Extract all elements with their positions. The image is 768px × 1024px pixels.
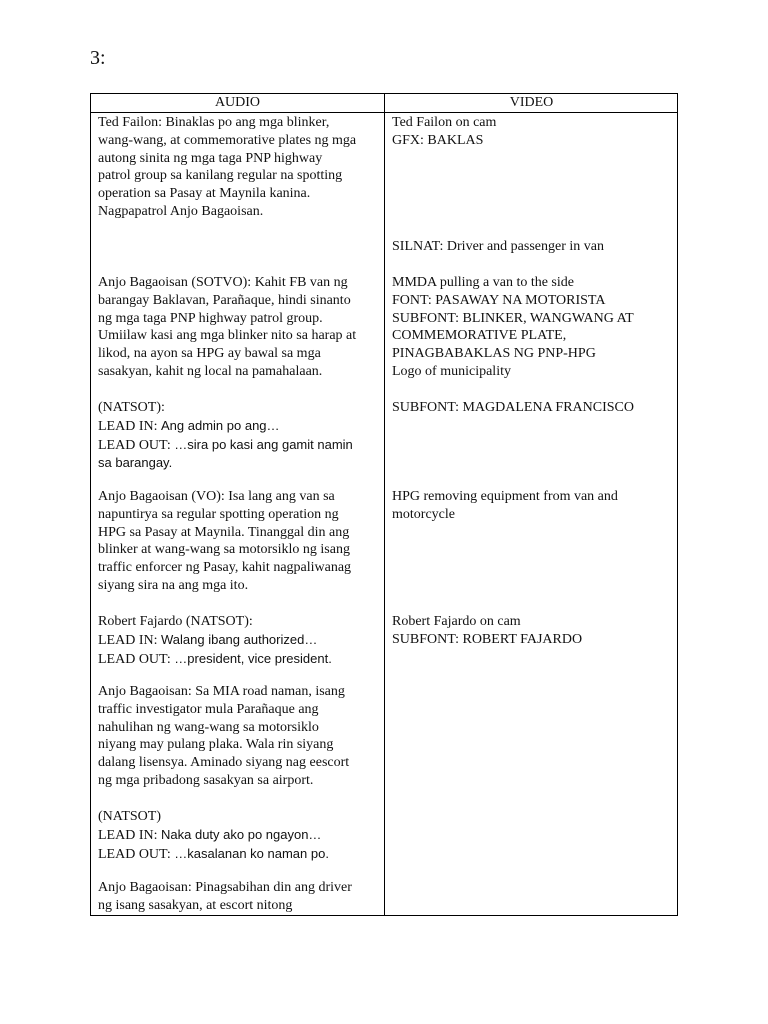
lead-in-line [98, 826, 329, 845]
audio-line: Ted Failon: Binaklas po ang mga blinker, [98, 115, 330, 130]
audio-line: siyang sira na ang mga ito. [98, 577, 249, 593]
audio-block-ted-failon-intro [98, 114, 356, 221]
video-line: GFX: BAKLAS [392, 132, 484, 148]
audio-line: ng isang sasakyan, at escort nitong [98, 897, 293, 913]
audio-line: likod, na ayon sa HPG ay bawal sa mga [98, 346, 321, 362]
lead-out-line [98, 650, 332, 669]
audio-line: napuntirya sa regular spotting operation ng [98, 506, 339, 522]
header-divider [91, 112, 677, 113]
video-block-subfont-magdalena [392, 399, 634, 417]
audio-line: patrol group sa kanilang regular na spotting [98, 168, 343, 184]
audio-block-anjo-vo [98, 488, 351, 595]
lead-in-text: Naka duty ako po ngayon… [161, 826, 322, 842]
audio-line: Anjo Bagaoisan: Sa MIA road naman, isang [98, 684, 345, 699]
lead-in-text: Ang admin po ang… [161, 417, 280, 433]
lead-in-label: LEAD IN: [98, 827, 158, 843]
audio-line: Umiilaw kasi ang mga blinker nito sa harap at [98, 328, 357, 344]
lead-out-label: LEAD OUT: [98, 651, 171, 667]
video-column-header: VIDEO [509, 95, 554, 110]
audio-line: ng mga taga PNP highway patrol group. [98, 310, 323, 326]
audio-block-natsot-2 [98, 808, 329, 863]
video-block-ted-failon [392, 114, 496, 150]
audio-line: niyang may pulang plaka. Wala rin siyang [98, 737, 334, 753]
video-line: SUBFONT: ROBERT FAJARDO [392, 631, 583, 647]
script-table [90, 93, 678, 916]
lead-in-line [98, 631, 332, 650]
video-line: MMDA pulling a van to the side [392, 275, 574, 290]
lead-out-line [98, 845, 329, 864]
audio-line: Anjo Bagaoisan (SOTVO): Kahit FB van ng [98, 275, 348, 290]
video-line: SILNAT: Driver and passenger in van [392, 239, 604, 254]
audio-line: traffic investigator mula Parañaque ang [98, 701, 319, 717]
lead-out-label: LEAD OUT: [98, 846, 171, 862]
video-block-hpg-removing [392, 488, 618, 524]
audio-block-robert-fajardo-natsot [98, 613, 332, 668]
audio-line: ng mga pribadong sasakyan sa airport. [98, 772, 314, 788]
audio-line: Anjo Bagaoisan (VO): Isa lang ang van sa [98, 489, 335, 504]
video-line: motorcycle [392, 506, 455, 522]
page-number: 3: [90, 47, 106, 69]
lead-out-label: LEAD OUT: [98, 437, 171, 453]
lead-out-text: …sira po kasi ang gamit namin [174, 436, 353, 452]
video-line: Robert Fajardo on cam [392, 614, 521, 629]
audio-block-anjo-mia-road [98, 683, 349, 790]
video-line: FONT: PASAWAY NA MOTORISTA [392, 292, 606, 308]
video-line: SUBFONT: MAGDALENA FRANCISCO [392, 400, 635, 415]
video-line: SUBFONT: BLINKER, WANGWANG AT [392, 310, 634, 326]
audio-line: HPG sa Pasay at Maynila. Tinanggal din ang [98, 524, 350, 540]
natsot-label: Robert Fajardo (NATSOT): [98, 614, 253, 629]
audio-block-natsot-1 [98, 399, 353, 472]
video-line: PINAGBABAKLAS NG PNP-HPG [392, 346, 596, 362]
audio-line: autong sinita ng mga taga PNP highway [98, 150, 323, 166]
video-line: COMMEMORATIVE PLATE, [392, 328, 567, 344]
video-line: Ted Failon on cam [392, 115, 497, 130]
natsot-label: (NATSOT) [98, 809, 161, 824]
lead-in-label: LEAD IN: [98, 418, 158, 434]
audio-line: sasakyan, kahit ng local na pamahalaan. [98, 363, 323, 379]
lead-out-line [98, 436, 353, 455]
audio-line: nahulihan ng wang-wang sa motorsiklo [98, 719, 319, 735]
lead-in-label: LEAD IN: [98, 632, 158, 648]
audio-line: barangay Baklavan, Parañaque, hindi sinanto [98, 292, 351, 308]
lead-in-line [98, 417, 353, 436]
column-divider [384, 94, 385, 915]
video-block-robert-fajardo [392, 613, 582, 649]
lead-out-text: …kasalanan ko naman po. [174, 845, 329, 861]
natsot-label: (NATSOT): [98, 400, 165, 415]
lead-out-text: …president, vice president. [174, 650, 332, 666]
video-block-mmda [392, 274, 634, 381]
video-line: HPG removing equipment from van and [392, 489, 618, 504]
audio-block-anjo-final [98, 879, 352, 915]
audio-line: traffic enforcer ng Pasay, kahit nagpaliwanag [98, 560, 352, 576]
audio-line: dalang lisensya. Aminado siyang nag eescort [98, 755, 350, 771]
audio-line: blinker at wang-wang sa motorsiklo ng isang [98, 542, 350, 558]
audio-line: wang-wang, at commemorative plates ng mga [98, 132, 357, 148]
audio-block-anjo-sotvo [98, 274, 356, 381]
audio-line: Nagpapatrol Anjo Bagaoisan. [98, 203, 264, 219]
audio-column-header: AUDIO [214, 95, 261, 110]
video-line: Logo of municipality [392, 363, 511, 379]
video-block-silnat [392, 238, 604, 256]
lead-in-text: Walang ibang authorized… [161, 631, 318, 647]
audio-line: operation sa Pasay at Maynila kanina. [98, 186, 311, 202]
lead-out-text-continued: sa barangay. [98, 455, 173, 471]
audio-line: Anjo Bagaoisan: Pinagsabihan din ang driver [98, 880, 352, 895]
